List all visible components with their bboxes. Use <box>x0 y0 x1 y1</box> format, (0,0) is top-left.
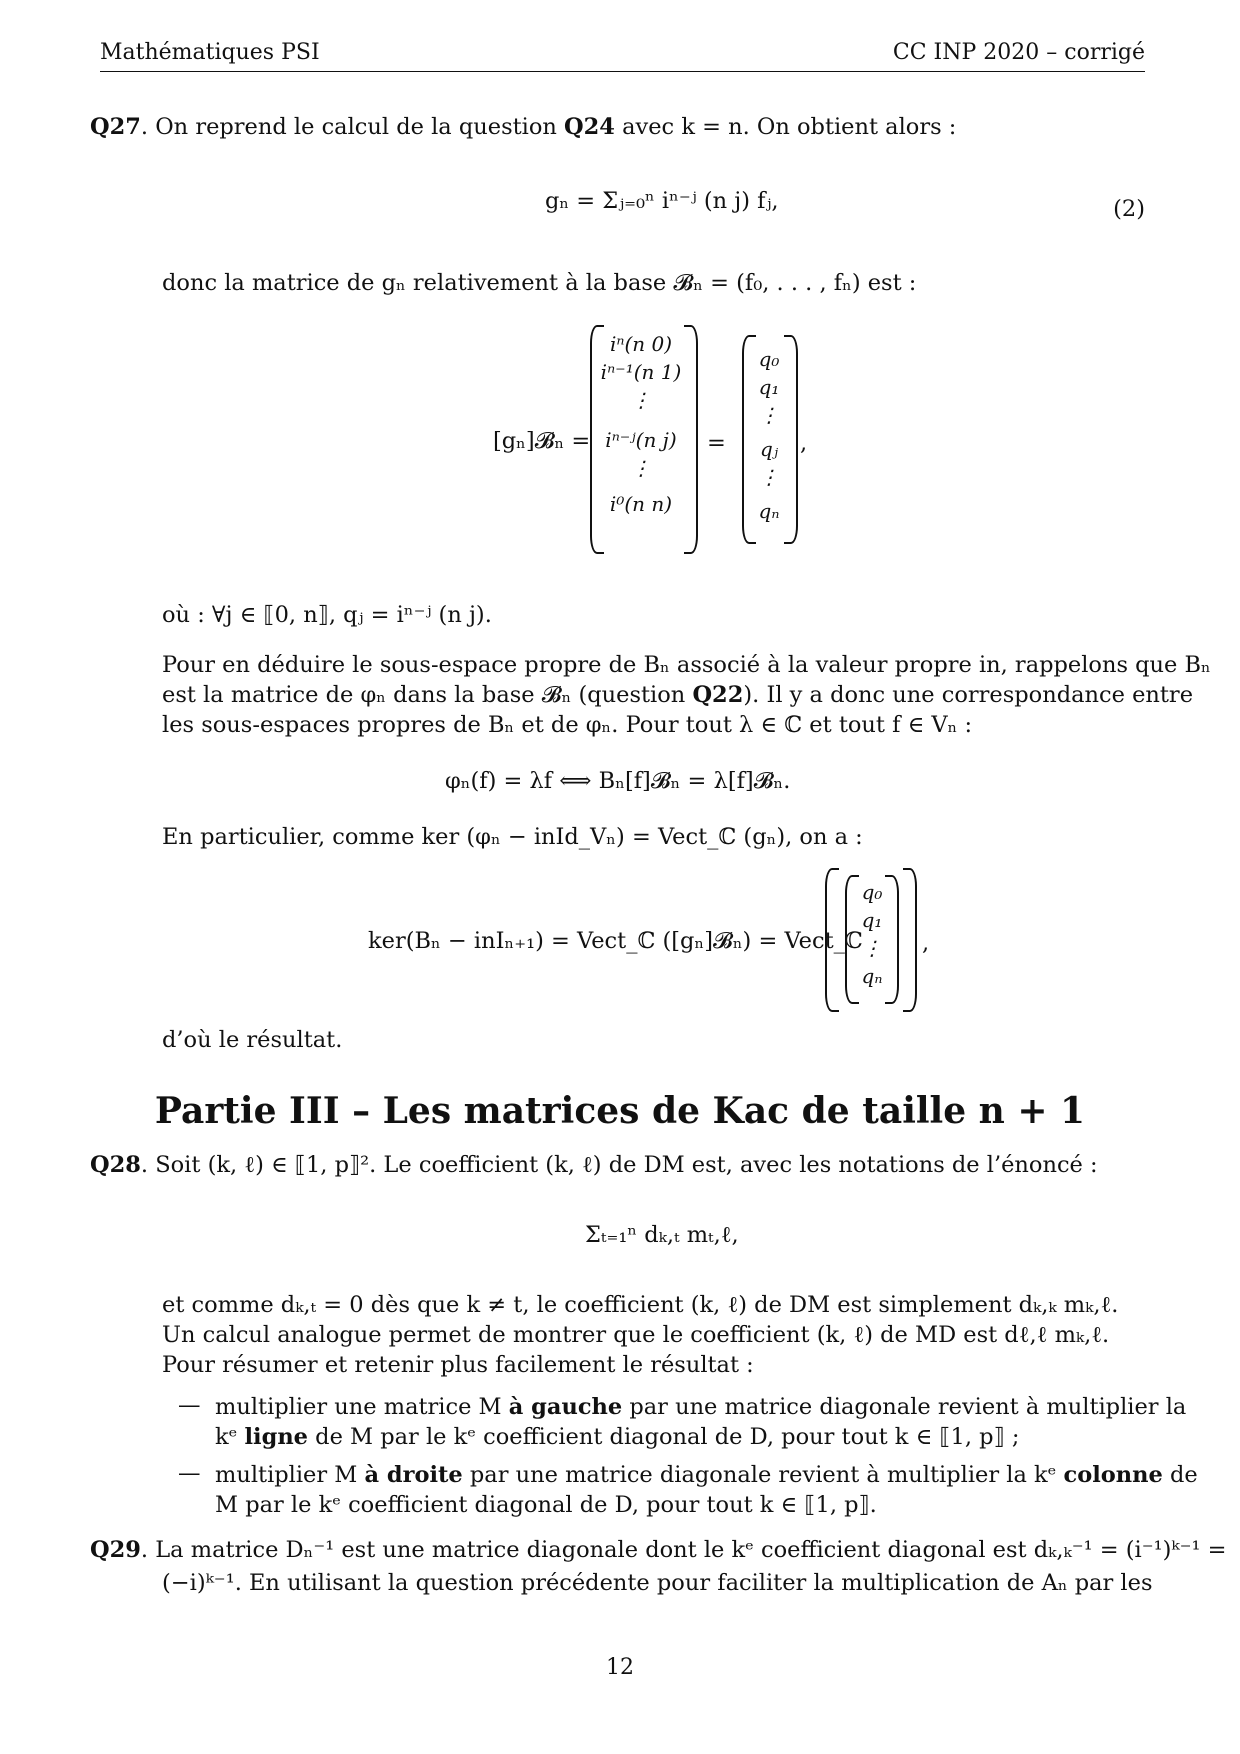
q27-p4: En particulier, comme ker (φₙ − inId_Vₙ) = Vect_ℂ (gₙ), on a : <box>162 824 863 850</box>
comma-2: , <box>922 930 930 956</box>
q27-matrix-intro: donc la matrice de gₙ relativement à la base 𝓑ₙ = (f₀, . . . , fₙ) est : <box>162 270 917 296</box>
q29-line1: Q29. La matrice Dₙ⁻¹ est une matrice diagonale dont le kᵉ coefficient diagonal est dₖ,ₖ⁻¹ = (i⁻¹)ᵏ⁻¹ = <box>90 1537 1227 1563</box>
header-right: CC INP 2020 – corrigé <box>892 40 1145 65</box>
q29-label: Q29 <box>90 1537 141 1563</box>
bullet-1: — <box>178 1392 201 1418</box>
bullet-2: — <box>178 1460 201 1486</box>
q27-equation: gₙ = Σⱼ₌₀ⁿ iⁿ⁻ʲ (n j) fⱼ, <box>545 188 779 214</box>
q27-label: Q27 <box>90 114 141 140</box>
q29-line2: (−i)ᵏ⁻¹. En utilisant la question précédente pour faciliter la multiplication de Aₙ par les <box>162 1570 1153 1596</box>
q27-p3: les sous-espaces propres de Bₙ et de φₙ. Pour tout λ ∈ ℂ et tout f ∈ Vₙ : <box>162 712 973 738</box>
equals-sign: = <box>707 430 726 456</box>
q27-where: où : ∀j ∈ ⟦0, n⟧, qⱼ = iⁿ⁻ʲ (n j). <box>162 602 492 628</box>
header-rule <box>100 71 1145 72</box>
q28-item1-line1: multiplier une matrice M à gauche par une matrice diagonale revient à multiplier la <box>215 1394 1187 1420</box>
q27-equivalence: φₙ(f) = λf ⟺ Bₙ[f]𝓑ₙ = λ[f]𝓑ₙ. <box>445 768 791 794</box>
matrix1-right-paren <box>684 325 698 554</box>
header-left: Mathématiques PSI <box>100 40 320 65</box>
q28-p2: Un calcul analogue permet de montrer que le coefficient (k, ℓ) de MD est dℓ,ℓ mₖ,ℓ. <box>162 1322 1110 1348</box>
vect-outer-left-paren <box>825 868 839 1012</box>
q28-line1: Q28. Soit (k, ℓ) ∈ ⟦1, p⟧². Le coefficient (k, ℓ) de DM est, avec les notations de l’énoncé : <box>90 1152 1098 1178</box>
matrix3-right-paren <box>885 875 899 1004</box>
page-number: 12 <box>606 1655 634 1680</box>
q27-p2: est la matrice de φₙ dans la base 𝓑ₙ (question Q22). Il y a donc une correspondance entre <box>162 682 1194 708</box>
matrix-lhs: [gₙ]𝓑ₙ = <box>493 428 591 454</box>
comma: , <box>800 430 808 456</box>
section-title: Partie III – Les matrices de Kac de taille n + 1 <box>154 1090 1086 1132</box>
vect-outer-right-paren <box>903 868 917 1012</box>
matrix2-column: q₀ q₁ ⋮ qⱼ ⋮ qₙ <box>758 347 780 523</box>
q27-ref-q22: Q22 <box>692 682 744 708</box>
q27-line1: Q27. On reprend le calcul de la question Q24 avec k = n. On obtient alors : <box>90 114 957 140</box>
q28-sum: Σₜ₌₁ⁿ dₖ,ₜ mₜ,ℓ, <box>585 1222 739 1248</box>
equation-number: (2) <box>1113 196 1145 222</box>
q28-label: Q28 <box>90 1152 141 1178</box>
q28-p1: et comme dₖ,ₜ = 0 dès que k ≠ t, le coefficient (k, ℓ) de DM est simplement dₖ,ₖ mₖ,ℓ. <box>162 1292 1119 1318</box>
q28-item2-line1: multiplier M à droite par une matrice diagonale revient à multiplier la kᵉ colonne de <box>215 1462 1198 1488</box>
matrix1-column: iⁿ(n 0) iⁿ⁻¹(n 1) ⋮ iⁿ⁻ʲ(n j) ⋮ i⁰(n n) <box>600 332 682 516</box>
q27-kernel-eq: ker(Bₙ − inIₙ₊₁) = Vect_ℂ ([gₙ]𝓑ₙ) = Vect_ℂ <box>368 928 863 954</box>
q28-p3: Pour résumer et retenir plus facilement le résultat : <box>162 1352 754 1378</box>
q27-p1: Pour en déduire le sous-espace propre de Bₙ associé à la valeur propre in, rappelons que Bₙ <box>162 652 1211 678</box>
q28-item1-line2: kᵉ ligne de M par le kᵉ coefficient diagonal de D, pour tout k ∈ ⟦1, p⟧ ; <box>215 1424 1020 1450</box>
matrix3-column: q₀ q₁ ⋮ qₙ <box>861 880 883 988</box>
matrix2-right-paren <box>784 335 798 544</box>
q27-conclusion: d’où le résultat. <box>162 1027 343 1053</box>
q28-item2-line2: M par le kᵉ coefficient diagonal de D, pour tout k ∈ ⟦1, p⟧. <box>215 1492 877 1518</box>
q27-ref: Q24 <box>564 114 615 140</box>
